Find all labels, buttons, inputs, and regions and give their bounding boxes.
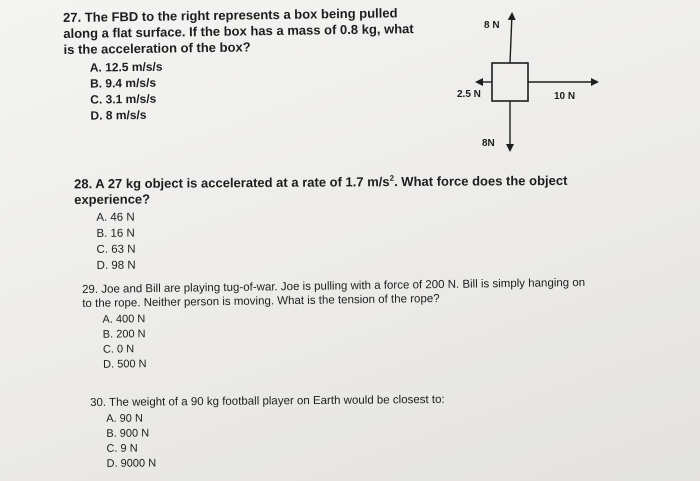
right-force-label: 10 N — [554, 91, 576, 102]
choice-28-d: D. 98 N — [96, 259, 136, 273]
choice-30-d: D. 9000 N — [106, 457, 157, 470]
choice-28-b: B. 16 N — [96, 227, 135, 241]
down-force-label: 8N — [482, 138, 495, 149]
box — [492, 63, 528, 101]
question-30-choices — [106, 409, 471, 472]
fbd-svg — [440, 0, 700, 170]
choice-29-b: B. 200 N — [102, 328, 146, 341]
question-27-choices — [90, 55, 425, 124]
question-28-stem-tail: . What force does the object experience? — [74, 172, 568, 208]
question-29-stem: 29. Joe and Bill are playing tug-of-war. Joe is pulling with a force of 200 N. Bill is simply hanging on to the rope. Neither person is moving. What is the tension of the rope? — [82, 276, 586, 310]
question-27 — [63, 5, 425, 124]
left-force-label: 2.5 N — [457, 89, 481, 100]
choice-30-a: A. 90 N — [106, 412, 143, 425]
choice-30-c: C. 9 N — [106, 442, 138, 455]
question-29 — [82, 276, 593, 373]
question-28-choices — [96, 207, 594, 274]
choice-30-b: B. 900 N — [106, 427, 150, 440]
choice-28-a: A. 46 N — [96, 211, 135, 225]
question-29-choices — [102, 306, 593, 373]
up-force-arrow — [510, 14, 512, 63]
choice-27-b: B. 9.4 m/s/s — [89, 75, 157, 91]
question-28-stem-text: 28. A 27 kg object is accelerated at a rate of 1.7 m/s — [74, 174, 390, 192]
question-27-stem: 27. The FBD to the right represents a box being pulled along a flat surface. If the box has a mass of 0.8 kg, what is the acceleration of the box? — [63, 5, 414, 57]
question-28 — [74, 169, 595, 274]
choice-28-c: C. 63 N — [96, 243, 136, 257]
choice-27-d: D. 8 m/s/s — [90, 107, 147, 123]
question-30-stem: 30. The weight of a 90 kg football player on Earth would be closest to: — [90, 393, 445, 409]
up-force-label: 8 N — [484, 20, 500, 31]
question-28-stem — [74, 169, 594, 208]
choice-29-c: C. 0 N — [102, 343, 135, 356]
question-28-exponent: 2 — [389, 173, 395, 183]
free-body-diagram — [440, 0, 700, 170]
choice-27-c: C. 3.1 m/s/s — [90, 91, 157, 107]
choice-27-a: A. 12.5 m/s/s — [89, 59, 163, 75]
question-30 — [90, 393, 471, 472]
choice-29-d: D. 500 N — [103, 358, 147, 371]
choice-29-a: A. 400 N — [102, 313, 146, 326]
